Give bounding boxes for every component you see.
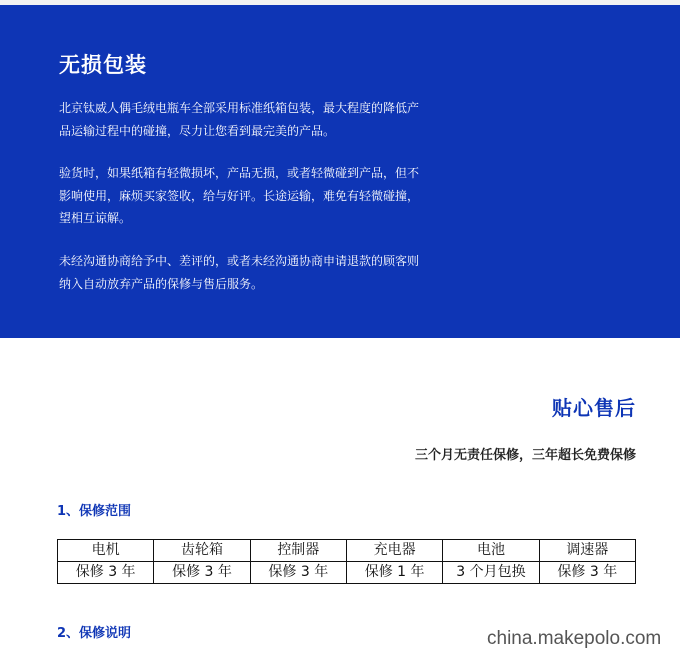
warranty-value-cell: 3 个月包换 xyxy=(443,562,539,584)
warranty-header-cell: 控制器 xyxy=(250,540,346,562)
warranty-header-cell: 调速器 xyxy=(539,540,635,562)
warranty-value-cell: 保修 3 年 xyxy=(250,562,346,584)
warranty-header-cell: 电池 xyxy=(443,540,539,562)
after-sales-subtitle: 三个月无责任保修，三年超长免费保修 xyxy=(414,448,636,463)
warranty-value-cell: 保修 3 年 xyxy=(154,562,250,584)
warranty-table xyxy=(57,539,636,584)
packaging-paragraph-3: 未经沟通协商给予中、差评的，或者未经沟通协商申请退款的顾客则纳入自动放弃产品的保修与售后服务。 xyxy=(59,254,420,291)
packaging-paragraph-2: 验货时，如果纸箱有轻微损坏，产品无损，或者轻微碰到产品，但不影响使用，麻烦买家签收，给与好评。长途运输，难免有轻微碰撞，望相互谅解。 xyxy=(59,166,420,225)
watermark: china.makepolo.com xyxy=(487,628,662,649)
packaging-paragraph-1: 北京钛威人偶毛绒电瓶车全部采用标准纸箱包装，最大程度的降低产品运输过程中的碰撞，尽力让您看到最完美的产品。 xyxy=(59,101,420,138)
warranty-value-cell: 保修 1 年 xyxy=(346,562,442,584)
warranty-header-cell: 充电器 xyxy=(346,540,442,562)
warranty-notes-heading: 2、保修说明 xyxy=(57,626,132,641)
warranty-scope-heading: 1、保修范围 xyxy=(57,504,132,519)
warranty-header-cell: 电机 xyxy=(58,540,154,562)
warranty-value-cell: 保修 3 年 xyxy=(539,562,635,584)
packaging-panel xyxy=(0,5,680,338)
packaging-title: 无损包装 xyxy=(59,53,147,77)
warranty-header-cell: 齿轮箱 xyxy=(154,540,250,562)
warranty-value-cell: 保修 3 年 xyxy=(58,562,154,584)
after-sales-title: 贴心售后 xyxy=(552,396,636,420)
warranty-header-row xyxy=(58,540,636,562)
warranty-value-row xyxy=(58,562,636,584)
